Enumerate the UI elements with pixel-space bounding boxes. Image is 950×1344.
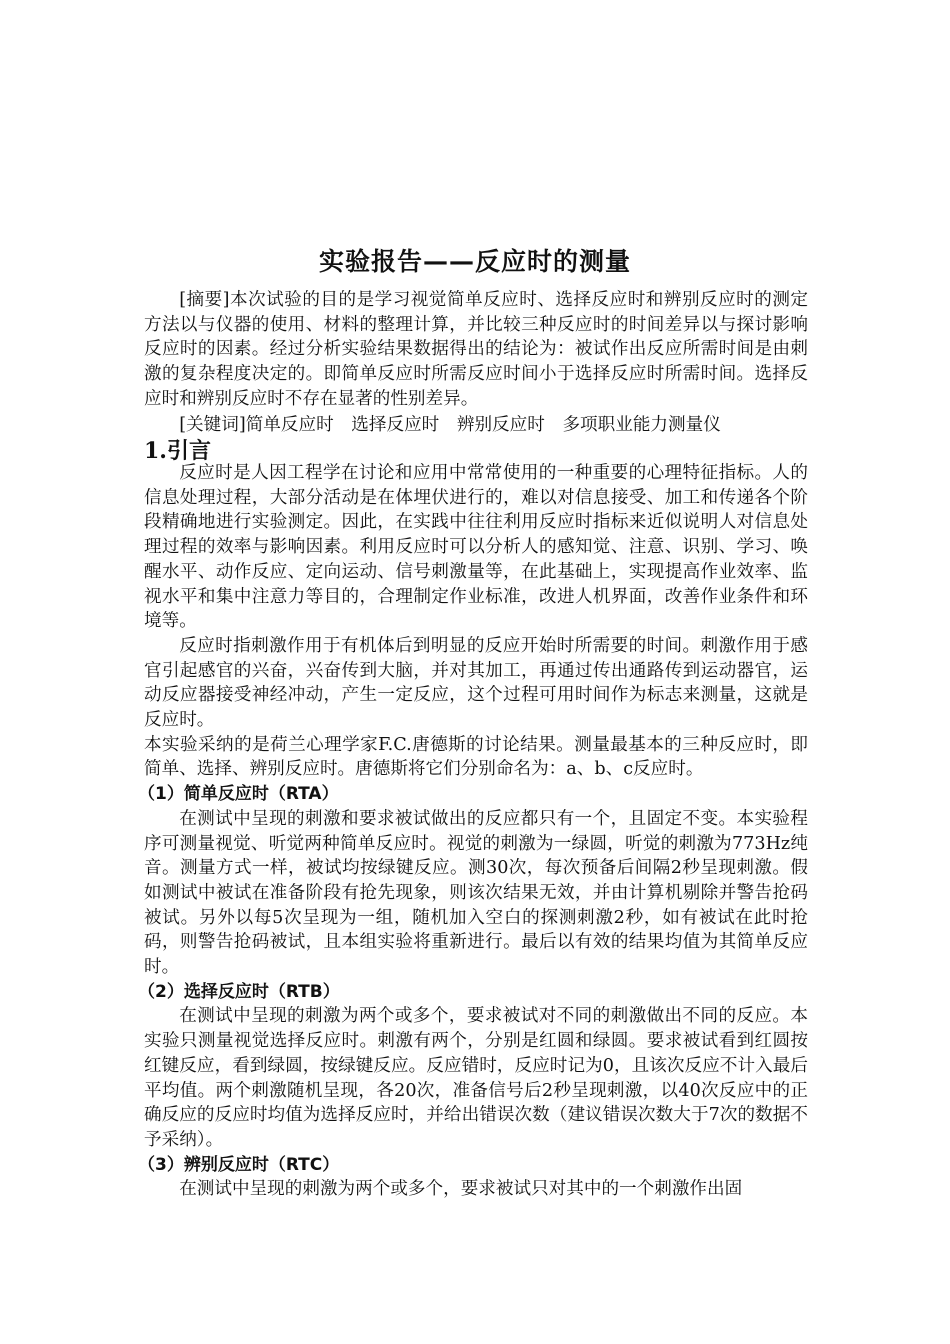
section-heading: 1.引言 — [144, 438, 211, 464]
paragraph: 在测试中呈现的刺激为两个或多个，要求被试只对其中的一个刺激作出固 — [179, 1179, 743, 1200]
keyword: 简单反应时 — [245, 415, 334, 435]
abstract — [144, 288, 808, 412]
keyword: 辨别反应时 — [456, 415, 545, 435]
keywords-label: [关键词] — [179, 415, 246, 435]
paragraph: 反应时是人因工程学在讨论和应用中常常使用的一种重要的心理特征指标。人的信息处理过程，大部分活动是在体埋伏进行的，难以对信息接受、加工和传递各个阶段精确地进行实验测定。因此，在实践中往往利用反应时指标来近似说明人对信息处理过程的效率与影响因素。利用反应时可以分析人的感知觉、注意、识别、学习、唤醒水平、动作反应、定向运动、信号刺激量等，在此基础上，实现提高作业效率、监视水平和集中注意力等目的，合理制定作业标准，改进人机界面，改善作业条件和环境等。 — [144, 463, 808, 632]
page-title: 实验报告——反应时的测量 — [318, 247, 631, 276]
paragraph: 反应时指刺激作用于有机体后到明显的反应开始时所需要的时间。刺激作用于感官引起感官的兴奋，兴奋传到大脑，并对其加工，再通过传出通路传到运动器官，运动反应器接受神经冲动，产生一定反应，这个过程可用时间作为标志来测量，这就是反应时。 — [144, 635, 808, 731]
keyword: 多项职业能力测量仪 — [562, 415, 721, 435]
subsection-heading: （3）辨别反应时（RTC） — [138, 1154, 340, 1175]
abstract-text: [摘要]本次试验的目的是学习视觉简单反应时、选择反应时和辨别反应时的测定方法以与仪器的使用、材料的整理计算，并比较三种反应时的时间差异以与探讨影响反应时的因素。经过分析实验结果数据得出的结论为：被试作出反应所需时间是由刺激的复杂程度决定的。即简单反应时所需反应时间小于选择反应时所需时间。选择反应时和辨别反应时不存在显著的性别差异。 — [144, 290, 808, 409]
keywords — [144, 413, 808, 438]
subsection-heading: （1）简单反应时（RTA） — [138, 784, 339, 805]
paragraph: 本实验采纳的是荷兰心理学家F.C.唐德斯的讨论结果。测量最基本的三种反应时，即简单、选择、辨别反应时。唐德斯将它们分别命名为：a、b、c反应时。 — [144, 734, 808, 780]
paragraph: 在测试中呈现的刺激为两个或多个，要求被试对不同的刺激做出不同的反应。本实验只测量视觉选择反应时。刺激有两个，分别是红圆和绿圆。要求被试看到红圆按红键反应，看到绿圆，按绿键反应。反应错时，反应时记为0，且该次反应不计入最后平均值。两个刺激随机呈现，各20次，准备信号后2秒呈现刺激，以40次反应中的正确反应的反应时均值为选择反应时，并给出错误次数（建议错误次数大于7次的数据不予采纳）。 — [144, 1006, 808, 1150]
keyword: 选择反应时 — [351, 415, 440, 435]
section-body — [138, 461, 808, 1202]
paragraph: 在测试中呈现的刺激和要求被试做出的反应都只有一个，且固定不变。本实验程序可测量视觉、听觉两种简单反应时。视觉的刺激为一绿圆，听觉的刺激为773Hz纯音。测量方式一样，被试均按绿键反应。测30次，每次预备后间隔2秒呈现刺激。假如测试中被试在准备阶段有抢先现象，则该次结果无效，并由计算机剔除并警告抢码被试。另外以每5次呈现为一组，随机加入空白的探测刺激2秒，如有被试在此时抢码，则警告抢码被试，且本组实验将重新进行。最后以有效的结果均值为其简单反应时。 — [144, 808, 808, 978]
subsection-heading: （2）选择反应时（RTB） — [138, 981, 340, 1002]
